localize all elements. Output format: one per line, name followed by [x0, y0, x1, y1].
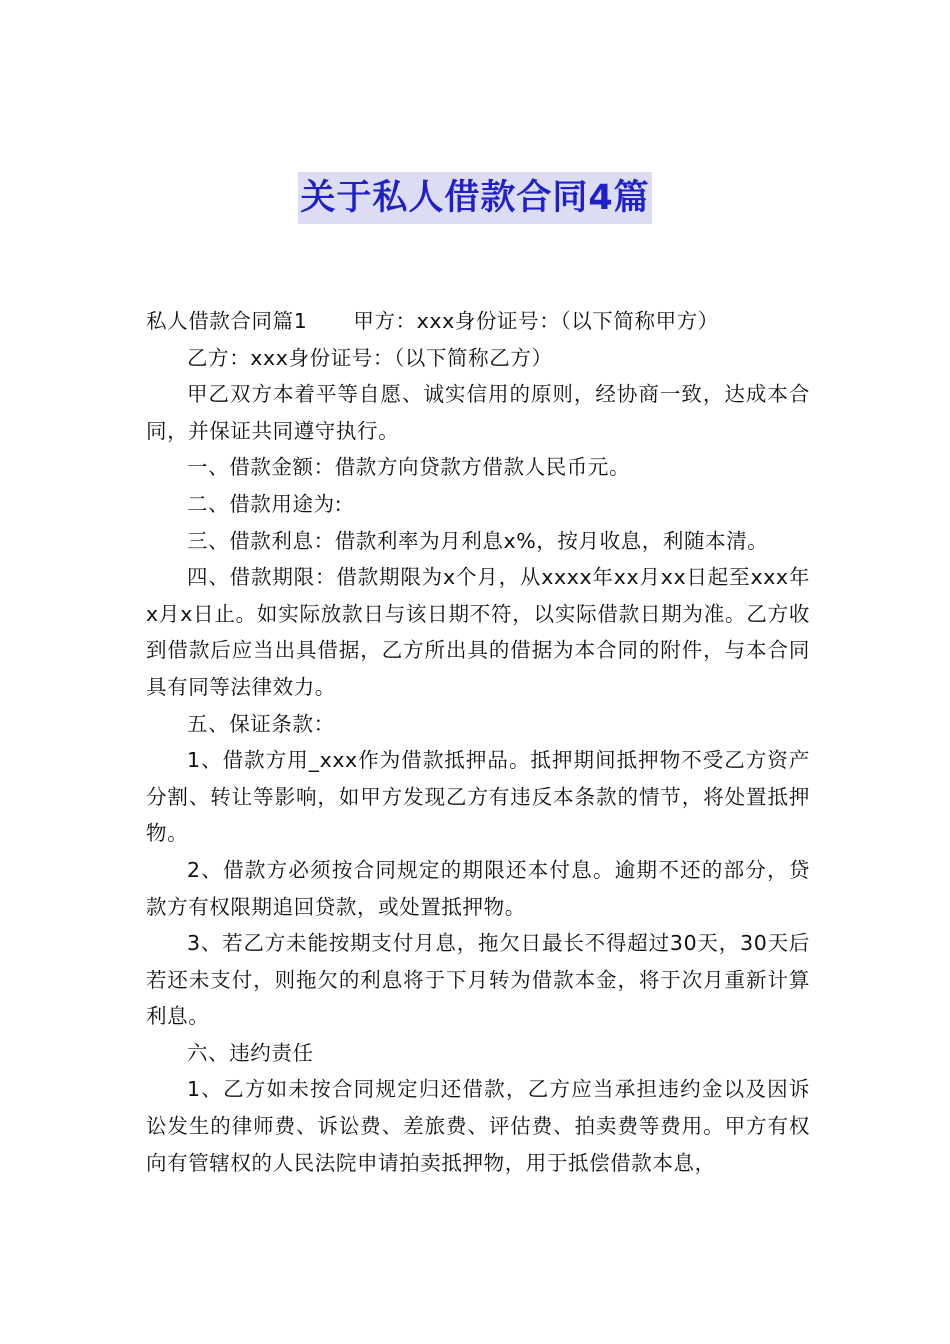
paragraph-loan-term: 四、借款期限：借款期限为x个月，从xxxx年xx月xx日起至xxx年x月x日止。如实际放款日与该日期不符，以实际借款日期为准。乙方收到借款后应当出具借据，乙方所出具的借据为本合同的附件，与本合同具有同等法律效力。 — [146, 565, 810, 699]
title-container — [0, 172, 950, 224]
paragraph-breach-1: 1、乙方如未按合同规定归还借款，乙方应当承担违约金以及因诉讼发生的律师费、诉讼费、差旅费、评估费、拍卖费等费用。甲方有权向有管辖权的人民法院申请拍卖抵押物，用于抵偿借款本息， — [146, 1077, 810, 1175]
paragraph-guarantee-1: 1、借款方用_xxx作为借款抵押品。抵押期间抵押物不受乙方资产分割、转让等影响，如甲方发现乙方有违反本条款的情节，将处置抵押物。 — [146, 748, 810, 846]
paragraph-loan-amount: 一、借款金额：借款方向贷款方借款人民币元。 — [187, 455, 631, 480]
paragraph-party-b: 乙方：xxx身份证号：（以下简称乙方） — [187, 345, 553, 370]
contract-heading: 私人借款合同篇1 — [146, 309, 308, 333]
paragraph-preamble: 甲乙双方本着平等自愿、诚实信用的原则，经协商一致，达成本合同，并保证共同遵守执行。 — [146, 382, 810, 443]
first-line — [146, 303, 810, 340]
document-title: 关于私人借款合同4篇 — [298, 172, 651, 224]
paragraph-loan-interest: 三、借款利息：借款利率为月利息x%，按月收息，利随本清。 — [187, 528, 769, 553]
paragraph-guarantee-heading: 五、保证条款： — [187, 711, 335, 736]
party-a-line: 甲方：xxx身份证号：（以下简称甲方） — [353, 309, 719, 333]
paragraph-breach-heading: 六、违约责任 — [187, 1040, 314, 1065]
paragraph-guarantee-3: 3、若乙方未能按期支付月息，拖欠日最长不得超过30天，30天后若还未支付，则拖欠的利息将于下月转为借款本金，将于次月重新计算利息。 — [146, 931, 810, 1029]
paragraph-loan-purpose: 二、借款用途为: — [187, 491, 343, 516]
document-body — [146, 303, 810, 1181]
paragraph-guarantee-2: 2、借款方必须按合同规定的期限还本付息。逾期不还的部分，贷款方有权限期追回贷款，或处置抵押物。 — [146, 857, 810, 919]
